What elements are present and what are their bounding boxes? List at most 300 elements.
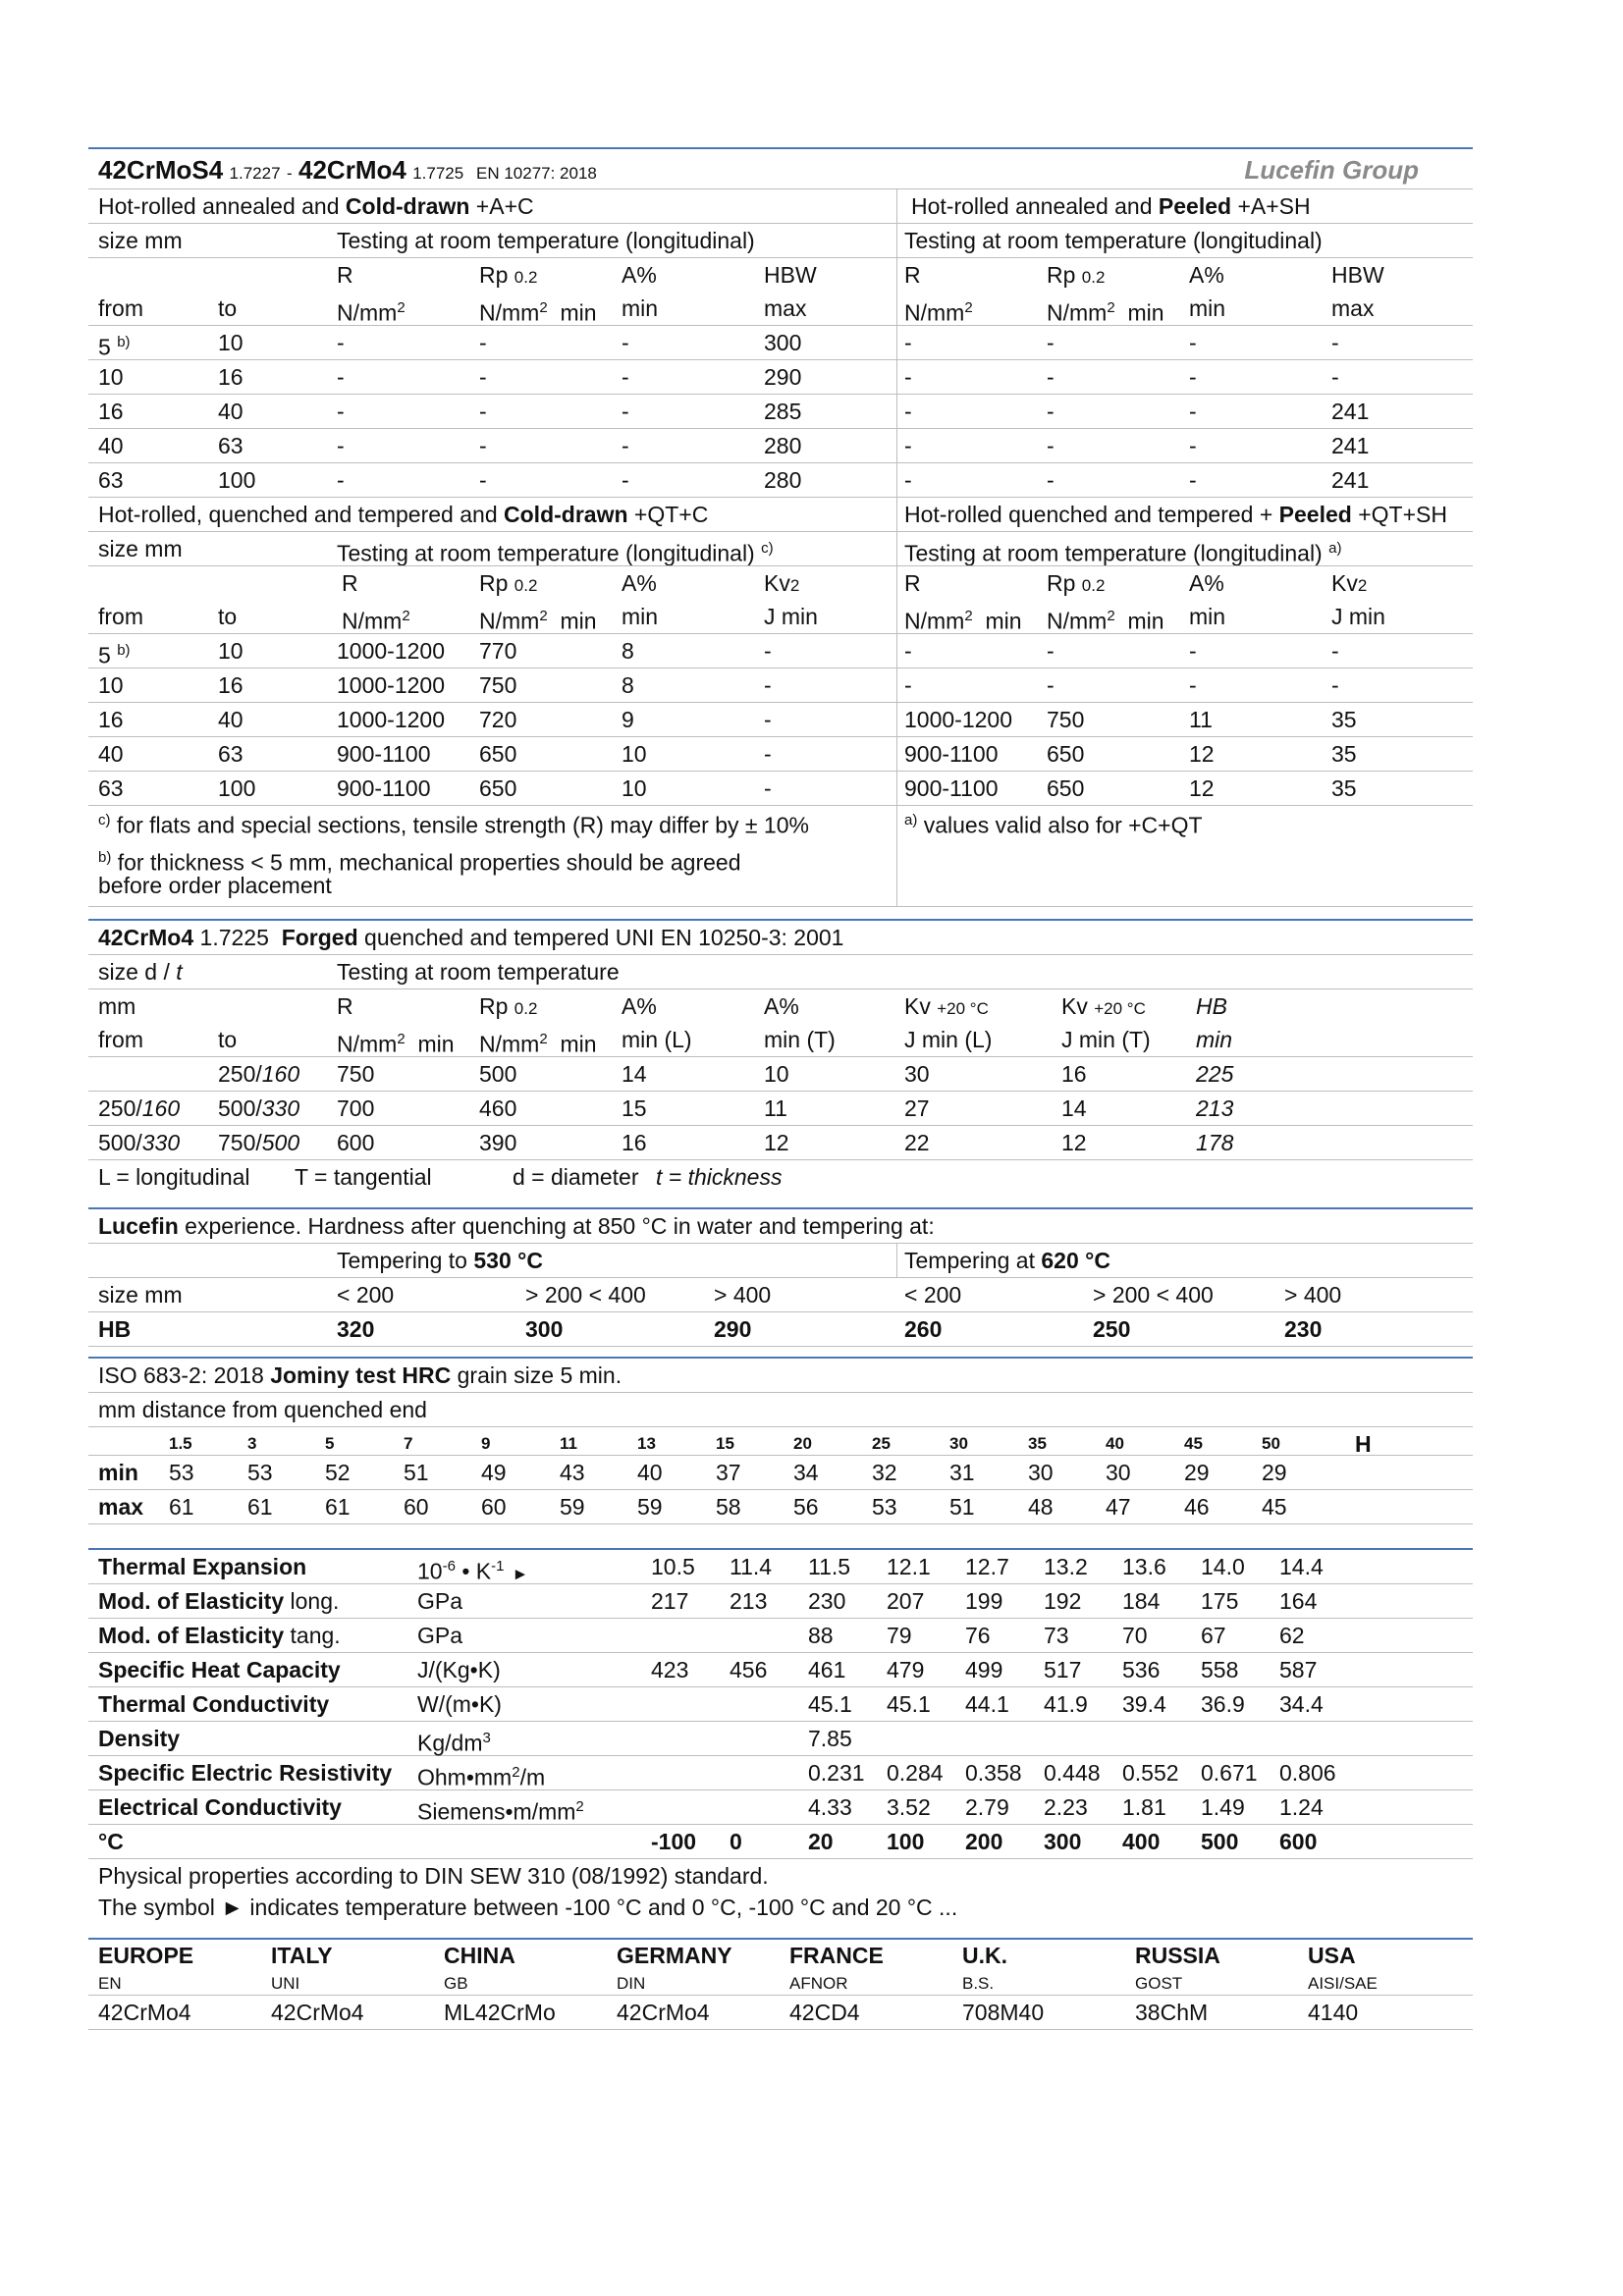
cell: 241 <box>1331 399 1370 424</box>
jominy-distance: 13 <box>637 1434 656 1453</box>
temperature-label: °C <box>98 1829 124 1854</box>
size-to: 250/160 <box>218 1061 300 1087</box>
cell: 2.79 <box>965 1794 1009 1820</box>
cell: 0.231 <box>808 1760 865 1786</box>
temperature-value: 600 <box>1279 1829 1318 1854</box>
cell: 0.358 <box>965 1760 1022 1786</box>
cell: 12 <box>1189 741 1215 767</box>
subtitle-row: Hot-rolled, quenched and tempered and Cold-drawn +QT+C Hot-rolled quenched and tempered + Peeled +QT+SH <box>88 498 1473 532</box>
cell: 285 <box>764 399 802 424</box>
cell: 720 <box>479 707 517 732</box>
jominy-distance: 25 <box>872 1434 891 1453</box>
cell: 199 <box>965 1588 1003 1614</box>
cell: - <box>337 330 345 355</box>
cell: 14 <box>622 1061 647 1087</box>
cell: 0.671 <box>1201 1760 1258 1786</box>
footnote-marker: -1 <box>491 1558 505 1575</box>
cell: 10.5 <box>651 1554 695 1579</box>
cell: 2.23 <box>1044 1794 1088 1820</box>
country: FRANCE <box>789 1943 884 1968</box>
cell: 46 <box>1184 1494 1210 1520</box>
cell: 29 <box>1184 1460 1210 1485</box>
footnote-marker: 3 <box>482 1730 491 1746</box>
cell: 750 <box>479 672 517 698</box>
cell: 59 <box>560 1494 585 1520</box>
cell: - <box>904 330 912 355</box>
cell: 241 <box>1331 467 1370 493</box>
cell: - <box>904 672 912 698</box>
jominy-distance: 9 <box>481 1434 491 1453</box>
cell: 15 <box>622 1095 647 1121</box>
cell: 39.4 <box>1122 1691 1166 1717</box>
cell: 11 <box>1189 707 1213 732</box>
grade-1: 42CrMoS4 <box>98 155 224 185</box>
section-equivalents <box>88 1938 1473 2030</box>
cell: 29 <box>1262 1460 1287 1485</box>
cell: 0.448 <box>1044 1760 1101 1786</box>
cell: 53 <box>872 1494 897 1520</box>
cell: 40 <box>637 1460 663 1485</box>
cell: 750 <box>1047 707 1085 732</box>
cell: 770 <box>479 638 517 664</box>
cell: 0.552 <box>1122 1760 1179 1786</box>
table-row <box>88 429 1473 463</box>
property-name: Density <box>98 1726 181 1751</box>
cell: 31 <box>949 1460 975 1485</box>
table-row <box>88 737 1473 772</box>
cell: 900-1100 <box>904 741 999 767</box>
cell: - <box>764 707 772 732</box>
property-unit: GPa <box>417 1623 463 1648</box>
jominy-distance: 45 <box>1184 1434 1203 1453</box>
title-row: 42CrMoS4 1.7227 - 42CrMo4 1.7725 EN 10277: 2018 Lucefin Group <box>88 149 1473 189</box>
jominy-distance: 30 <box>949 1434 968 1453</box>
physical-row <box>88 1790 1473 1825</box>
section-cold-drawn-annealed <box>88 147 1473 498</box>
cell: - <box>1047 433 1055 458</box>
cell: - <box>764 638 772 664</box>
cell: 32 <box>872 1460 897 1485</box>
jominy-min-row <box>88 1456 1473 1490</box>
footnote-b: $^{b)}$ for thickness < 5 mm, mechanical properties should be agreed <box>98 849 741 876</box>
ranges-row: size mm < 200 > 200 < 400 > 400 < 200 > 200 < 400 > 400 <box>88 1278 1473 1312</box>
equivalent-grade: 42CrMo4 <box>271 2000 364 2025</box>
equivalent-grade: 708M40 <box>962 2000 1045 2025</box>
cell: 230 <box>808 1588 846 1614</box>
property-unit: $10^{-6}$ • $K^{-1}$ ► <box>417 1558 529 1584</box>
cell: 52 <box>325 1460 351 1485</box>
temperature-value: 200 <box>965 1829 1003 1854</box>
cell: - <box>479 399 487 424</box>
table-row <box>88 1092 1473 1126</box>
cell: 56 <box>793 1494 819 1520</box>
property-name: Electrical Conductivity <box>98 1794 342 1820</box>
cell: 178 <box>1196 1130 1234 1155</box>
cell: 499 <box>965 1657 1003 1682</box>
row-label: min <box>98 1460 138 1485</box>
cell: 1.49 <box>1201 1794 1245 1820</box>
cell: 558 <box>1201 1657 1239 1682</box>
country: GERMANY <box>617 1943 732 1968</box>
footnote-c: $^{c)}$ for flats and special sections, tensile strength (R) may differ by ± 10% <box>98 812 809 838</box>
physical-note-1: Physical properties according to DIN SEW 310 (08/1992) standard. <box>98 1863 769 1889</box>
cell: - <box>1189 672 1197 698</box>
cell: 12.1 <box>887 1554 931 1579</box>
size-from: 10 <box>98 672 124 698</box>
cell: 9 <box>622 707 634 732</box>
country: RUSSIA <box>1135 1943 1220 1968</box>
jominy-distance: 20 <box>793 1434 812 1453</box>
cell: 900-1100 <box>904 775 999 801</box>
temperature-value: 300 <box>1044 1829 1082 1854</box>
property-name: Thermal Conductivity <box>98 1691 330 1717</box>
section-quenched-tempered <box>88 498 1473 907</box>
cell: - <box>1047 364 1055 390</box>
cell: 61 <box>325 1494 351 1520</box>
cell: 184 <box>1122 1588 1161 1614</box>
cell: 27 <box>904 1095 930 1121</box>
cell: - <box>904 467 912 493</box>
cell: 16 <box>1061 1061 1087 1087</box>
cell: 34.4 <box>1279 1691 1324 1717</box>
cell: 30 <box>1106 1460 1131 1485</box>
size-to: 16 <box>218 364 243 390</box>
cell: - <box>1047 638 1055 664</box>
jominy-subtitle-row: mm distance from quenched end <box>88 1393 1473 1427</box>
cell: 44.1 <box>965 1691 1009 1717</box>
cell: - <box>1189 433 1197 458</box>
property-name: Specific Electric Resistivity <box>98 1760 393 1786</box>
cell: 1000-1200 <box>904 707 1012 732</box>
size-from: 5 $^{b)}$ <box>98 334 131 360</box>
size-from: 63 <box>98 775 124 801</box>
property-name: Mod. of Elasticity long. <box>98 1588 340 1614</box>
cell: 16 <box>622 1130 647 1155</box>
cell: - <box>337 433 345 458</box>
cell: 51 <box>949 1494 975 1520</box>
cell: 37 <box>716 1460 741 1485</box>
cell: 11 <box>764 1095 787 1121</box>
cell: 43 <box>560 1460 585 1485</box>
size-to: 40 <box>218 707 243 732</box>
cell: 0.806 <box>1279 1760 1336 1786</box>
size-from: 63 <box>98 467 124 493</box>
grade-2: 42CrMo4 <box>298 155 406 185</box>
cell: 62 <box>1279 1623 1305 1648</box>
testing-row: size mm Testing at room temperature (longitudinal) Testing at room temperature (longitudinal) <box>98 228 1323 253</box>
grade-2-number: 1.7725 <box>412 164 464 183</box>
size-to: 500/330 <box>218 1095 300 1121</box>
size-to: 63 <box>218 741 243 767</box>
size-to: 10 <box>218 638 243 664</box>
tempering-row: Tempering to 530 °C Tempering at 620 °C <box>88 1243 1473 1278</box>
cell: 70 <box>1122 1623 1148 1648</box>
cell: 35 <box>1331 707 1357 732</box>
standard-body: AISI/SAE <box>1308 1974 1378 1993</box>
cell: 700 <box>337 1095 375 1121</box>
size-from: 40 <box>98 433 124 458</box>
cell: - <box>764 775 772 801</box>
country: EUROPE <box>98 1943 194 1968</box>
cell: 280 <box>764 433 802 458</box>
cell: 45.1 <box>887 1691 931 1717</box>
cell: - <box>479 330 487 355</box>
cell: - <box>904 638 912 664</box>
standard-body: AFNOR <box>789 1974 848 1993</box>
cell: 217 <box>651 1588 689 1614</box>
table-row <box>88 772 1473 806</box>
property-unit: $Ohm•mm^2/m$ <box>417 1764 546 1790</box>
cell: - <box>1189 330 1197 355</box>
cell: 10 <box>764 1061 789 1087</box>
cell: - <box>479 364 487 390</box>
cell: 61 <box>247 1494 273 1520</box>
size-from: 16 <box>98 707 124 732</box>
standard-body: UNI <box>271 1974 300 1993</box>
table-row <box>88 668 1473 703</box>
country: ITALY <box>271 1943 333 1968</box>
table-rows <box>88 634 1473 806</box>
footnote-a: $^{a)}$ values valid also for +C+QT <box>904 812 1203 838</box>
countries-row <box>88 1940 1473 1971</box>
standard-body: B.S. <box>962 1974 995 1993</box>
cell: 460 <box>479 1095 517 1121</box>
jominy-distance: 3 <box>247 1434 257 1453</box>
cell: 1000-1200 <box>337 672 445 698</box>
cell: 12.7 <box>965 1554 1009 1579</box>
country: U.K. <box>962 1943 1007 1968</box>
cell: 41.9 <box>1044 1691 1088 1717</box>
jominy-distances <box>88 1427 1473 1456</box>
cell: 3.52 <box>887 1794 931 1820</box>
cell: 48 <box>1028 1494 1054 1520</box>
table-row <box>88 634 1473 668</box>
cell: 59 <box>637 1494 663 1520</box>
cell: 650 <box>479 775 517 801</box>
temperature-value: 500 <box>1201 1829 1239 1854</box>
testing-row: size d / t Testing at room temperature <box>98 959 620 985</box>
section-jominy <box>88 1357 1473 1524</box>
cell: - <box>622 364 629 390</box>
physical-row <box>88 1584 1473 1619</box>
cell: - <box>904 364 912 390</box>
cell: 900-1100 <box>337 775 431 801</box>
cell: - <box>479 467 487 493</box>
cell: 35 <box>1331 741 1357 767</box>
property-unit: J/(Kg•K) <box>417 1657 501 1682</box>
size-to: 750/500 <box>218 1130 300 1155</box>
cell: 517 <box>1044 1657 1082 1682</box>
temperature-value: 400 <box>1122 1829 1161 1854</box>
grade-1-number: 1.7227 <box>229 164 281 183</box>
cell: - <box>1047 399 1055 424</box>
section-lucefin-hardness <box>88 1207 1473 1347</box>
table-row <box>88 1126 1473 1160</box>
cell: 35 <box>1331 775 1357 801</box>
cell: 53 <box>247 1460 273 1485</box>
cell: 60 <box>481 1494 507 1520</box>
units-row: from to $N/mm^2$ $N/mm^2$ min min J min $N/mm^2$ min $N/mm^2$ min min J min <box>88 600 1473 634</box>
jominy-distance: 5 <box>325 1434 335 1453</box>
cell: 79 <box>887 1623 912 1648</box>
cell: 213 <box>730 1588 768 1614</box>
cell: 8 <box>622 672 634 698</box>
cell: 14.4 <box>1279 1554 1324 1579</box>
cell: 11.4 <box>730 1554 773 1579</box>
cell: 390 <box>479 1130 517 1155</box>
cell: 650 <box>1047 775 1085 801</box>
size-from: 250/160 <box>98 1095 181 1121</box>
table-row <box>88 703 1473 737</box>
footnote-marker: 2 <box>512 1764 520 1781</box>
size-from: 10 <box>98 364 124 390</box>
cell: 13.2 <box>1044 1554 1088 1579</box>
temperature-value: 20 <box>808 1829 834 1854</box>
size-to: 63 <box>218 433 243 458</box>
property-unit: GPa <box>417 1588 463 1614</box>
country: USA <box>1308 1943 1356 1968</box>
cell: 12 <box>1189 775 1215 801</box>
table-rows <box>88 1057 1473 1160</box>
cell: - <box>337 364 345 390</box>
physical-note-2: The symbol ► indicates temperature between -100 °C and 0 °C, -100 °C and 20 °C ... <box>98 1895 958 1920</box>
cell: - <box>1189 364 1197 390</box>
cell: 10 <box>622 741 647 767</box>
jominy-title-row: ISO 683-2: 2018 Jominy test HRC grain size 5 min. <box>88 1359 1473 1393</box>
cell: 479 <box>887 1657 925 1682</box>
cell: 600 <box>337 1130 375 1155</box>
cell: 0.284 <box>887 1760 944 1786</box>
cell: 8 <box>622 638 634 664</box>
cell: 53 <box>169 1460 194 1485</box>
cell: 45.1 <box>808 1691 852 1717</box>
units-row: from to $N/mm^2$ $N/mm^2$ min min max $N/mm^2$ $N/mm^2$ min min max <box>88 292 1473 326</box>
cell: - <box>1331 672 1339 698</box>
cell: - <box>1047 672 1055 698</box>
testing-row: size mm Testing at room temperature (longitudinal) $^{c)}$ Testing at room temperature (longitudinal) $^{a)}$ <box>98 536 1342 566</box>
grades-row <box>88 1996 1473 2030</box>
section-physical-properties <box>88 1548 1473 1922</box>
footnote-marker: -6 <box>442 1558 456 1575</box>
cell: 60 <box>404 1494 429 1520</box>
size-from: 40 <box>98 741 124 767</box>
temperature-value: -100 <box>651 1829 697 1854</box>
property-name: Thermal Expansion <box>98 1554 307 1579</box>
cell: - <box>1189 638 1197 664</box>
cell: - <box>1047 330 1055 355</box>
cell: 49 <box>481 1460 507 1485</box>
cell: 12 <box>764 1130 789 1155</box>
cell: 650 <box>1047 741 1085 767</box>
temperature-value: 0 <box>730 1829 742 1854</box>
size-to: 40 <box>218 399 243 424</box>
cell: 61 <box>169 1494 194 1520</box>
jominy-max-row <box>88 1490 1473 1524</box>
cell: 10 <box>622 775 647 801</box>
cell: 14.0 <box>1201 1554 1245 1579</box>
cell: - <box>1189 467 1197 493</box>
forged-title-row: 42CrMo4 1.7225 Forged quenched and tempered UNI EN 10250-3: 2001 <box>88 921 1473 955</box>
datasheet <box>88 147 1473 2030</box>
cell: 900-1100 <box>337 741 431 767</box>
jominy-distance: 15 <box>716 1434 734 1453</box>
table-row <box>88 1057 1473 1092</box>
cell: 207 <box>887 1588 925 1614</box>
header-row: R Rp 0.2 A% HBW R Rp 0.2 A% HBW <box>88 257 1473 292</box>
temperature-row <box>88 1825 1473 1859</box>
cell: 30 <box>904 1061 930 1087</box>
cell: - <box>904 433 912 458</box>
standard-body: GOST <box>1135 1974 1183 1993</box>
cell: 76 <box>965 1623 991 1648</box>
footnote-marker: b) <box>117 642 131 659</box>
property-name: Specific Heat Capacity <box>98 1657 341 1682</box>
table-row <box>88 463 1473 498</box>
standard-body: EN <box>98 1974 122 1993</box>
country: CHINA <box>444 1943 515 1968</box>
physical-rows <box>88 1550 1473 1825</box>
cell: 58 <box>716 1494 741 1520</box>
jominy-distance: 11 <box>560 1434 577 1453</box>
jominy-distance: 40 <box>1106 1434 1124 1453</box>
size-from: 500/330 <box>98 1130 181 1155</box>
cell: - <box>337 399 345 424</box>
cell: 650 <box>479 741 517 767</box>
size-to: 10 <box>218 330 243 355</box>
cell: 241 <box>1331 433 1370 458</box>
row-label: max <box>98 1494 144 1520</box>
size-to: 16 <box>218 672 243 698</box>
cell: - <box>1331 364 1339 390</box>
cell: 34 <box>793 1460 819 1485</box>
cell: - <box>622 330 629 355</box>
cell: 12 <box>1061 1130 1087 1155</box>
property-unit: W/(m•K) <box>417 1691 502 1717</box>
cell: 750 <box>337 1061 375 1087</box>
cell: 280 <box>764 467 802 493</box>
cell: 7.85 <box>808 1726 852 1751</box>
physical-row <box>88 1653 1473 1687</box>
cell: 423 <box>651 1657 689 1682</box>
header-row: mm R Rp 0.2 A% A% Kv +20 °C Kv +20 °C HB <box>88 988 1473 1023</box>
jominy-distance: 50 <box>1262 1434 1280 1453</box>
cell: - <box>479 433 487 458</box>
header-row: R Rp 0.2 A% Kv2 R Rp 0.2 A% Kv2 <box>88 565 1473 600</box>
units-row: from to $N/mm^2$ min $N/mm^2$ min min (L) min (T) J min (L) J min (T) min <box>88 1023 1473 1057</box>
cell: - <box>622 399 629 424</box>
cell: - <box>1331 638 1339 664</box>
size-to: 100 <box>218 467 256 493</box>
cell: - <box>1047 467 1055 493</box>
cell: 1.24 <box>1279 1794 1324 1820</box>
cell: 14 <box>1061 1095 1087 1121</box>
cell: - <box>622 433 629 458</box>
cell: 67 <box>1201 1623 1226 1648</box>
cell: 36.9 <box>1201 1691 1245 1717</box>
cell: 51 <box>404 1460 429 1485</box>
cell: 300 <box>764 330 802 355</box>
table-row <box>88 326 1473 360</box>
jominy-distance: 7 <box>404 1434 413 1453</box>
equivalent-grade: 4140 <box>1308 2000 1359 2025</box>
cell: 13.6 <box>1122 1554 1166 1579</box>
jominy-h-label: H <box>1355 1431 1372 1457</box>
table-row <box>88 360 1473 395</box>
size-from: 5 $^{b)}$ <box>98 642 131 668</box>
cell: - <box>764 672 772 698</box>
cell: 88 <box>808 1623 834 1648</box>
physical-row <box>88 1756 1473 1790</box>
